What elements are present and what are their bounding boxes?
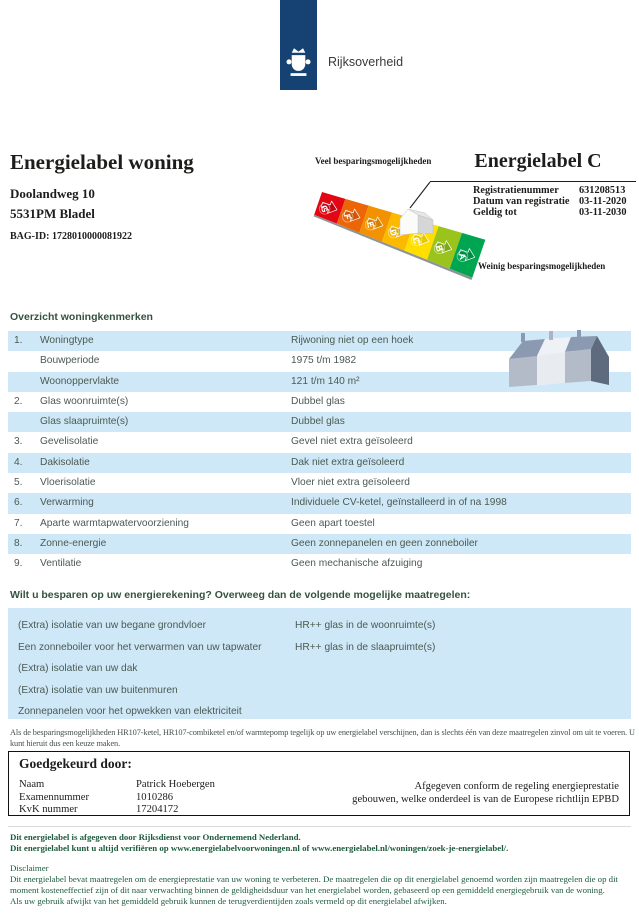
table-row <box>8 392 631 412</box>
scale-letter-g: G <box>318 204 331 214</box>
conform-statement <box>289 781 619 806</box>
row-label: Gevelisolatie <box>40 436 99 448</box>
table-row <box>8 453 631 473</box>
row-value: Dubbel glas <box>291 395 345 407</box>
measure-item: HR++ glas in de woonruimte(s) <box>295 620 436 631</box>
page-title: Energielabel woning <box>10 150 194 174</box>
issued-line1: Dit energielabel is afgegeven door Rijksdienst voor Ondernemend Nederland. <box>10 832 301 842</box>
measure-item: (Extra) isolatie van uw buitenmuren <box>18 684 178 696</box>
registration-field-value: 631208513 <box>579 185 626 196</box>
row-label: Vloerisolatie <box>40 477 96 489</box>
approval-box <box>8 751 630 816</box>
row-number: 5. <box>14 477 23 489</box>
row-number: 7. <box>14 517 23 529</box>
disclaimer-paragraph2: Als uw gebruik afwijkt van het gemiddeld gebruik kunnen de terugverdientijden zoals vermeld op dit energielabel afwijken. <box>10 896 447 906</box>
measures-right-column <box>295 615 435 658</box>
row-value: Individuele CV-ketel, geïnstalleerd in of na 1998 <box>291 497 507 509</box>
rowhouses-illustration <box>505 329 617 393</box>
row-number <box>14 351 40 371</box>
row-number <box>14 412 40 432</box>
registration-field-label: Geldig tot <box>473 207 517 218</box>
table-row <box>8 534 631 554</box>
row-number: 9. <box>14 558 23 570</box>
row-value: Dubbel glas <box>291 416 345 428</box>
row-label: Aparte warmtapwatervoorziening <box>40 517 189 529</box>
scale-letter-c: C <box>410 236 422 245</box>
scale-letter-d: D <box>387 228 400 237</box>
table-row <box>8 493 631 513</box>
footer-separator <box>8 826 631 827</box>
row-label: Dakisolatie <box>40 456 90 468</box>
row-number: 8. <box>14 537 23 549</box>
approval-fields <box>19 779 215 817</box>
rijksoverheid-ribbon <box>280 0 317 90</box>
row-label: Woningtype <box>40 335 94 346</box>
table-row <box>8 554 631 574</box>
measures-panel <box>8 608 631 719</box>
row-value: Geen zonnepanelen en geen zonneboiler <box>291 537 478 549</box>
row-label: Bouwperiode <box>40 355 100 367</box>
row-number: 4. <box>14 456 23 468</box>
table-row <box>8 412 631 432</box>
approval-field-label: Naam <box>19 779 45 790</box>
registration-field-label: Registratienummer <box>473 185 559 196</box>
row-label: Glas slaapruimte(s) <box>40 416 129 428</box>
disclaimer-paragraph1: Dit energielabel bevat maatregelen om de energieprestatie van uw woning te verbeteren. De maatregelen die op dit energielabel genoemd worden zijn maatregelen die op dit moment kosteneffectief zijn of dit naar verwachting binnen de geldigheidsduur van het energielabel worden, gebaseerd op een gemiddeld energiegebruik van de woning. <box>10 874 618 895</box>
registration-details <box>473 185 626 218</box>
conform-line1: Afgegeven conform de regeling energieprestatie <box>414 781 619 792</box>
row-label: Verwarming <box>40 497 94 509</box>
row-number: 3. <box>14 436 23 448</box>
approval-field-value: Patrick Hoebergen <box>136 779 215 790</box>
brand-wordmark: Rijksoverheid <box>328 55 404 69</box>
approval-field-label: Examennummer <box>19 791 90 803</box>
approval-heading: Goedgekeurd door: <box>19 756 132 771</box>
approval-field-label: KvK nummer <box>19 804 78 816</box>
registration-field-value: 03-11-2030 <box>579 207 627 218</box>
row-value: 1975 t/m 1982 <box>291 355 357 367</box>
issued-line2: Dit energielabel kunt u altijd verifiëren op www.energielabelvoorwoningen.nl of www.energielabel.nl/woningen/zoek-je-energielabel/. <box>10 843 509 853</box>
row-value: Dak niet extra geïsoleerd <box>291 456 405 468</box>
bag-id: BAG-ID: 1728010000081922 <box>10 231 132 242</box>
scale-letter-b: B <box>433 244 445 253</box>
less-savings-label: Weinig besparingsmogelijkheden <box>478 261 606 271</box>
measure-item: (Extra) isolatie van uw begane grondvloer <box>18 620 207 631</box>
disclaimer-heading: Disclaimer <box>10 863 49 873</box>
measures-heading: Wilt u besparen op uw energierekening? Overweeg dan de volgende mogelijke maatregelen: <box>10 589 471 601</box>
scale-letter-a: A <box>456 251 468 261</box>
table-row <box>8 473 631 493</box>
registration-field-label: Datum van registratie <box>473 196 570 207</box>
row-number: 1. <box>14 335 23 346</box>
scale-letter-f: F <box>341 212 353 221</box>
row-value: Vloer niet extra geïsoleerd <box>291 477 410 489</box>
registration-field-value: 03-11-2020 <box>579 196 627 207</box>
house-marker-icon <box>400 209 433 235</box>
combination-note: Als de besparingsmogelijkheden HR107-ketel, HR107-combiketel en/of warmtepomp tegelijk op uw energielabel verschijnen, dan is slechts één van deze maatregelen zinvol om uit te voeren. U kunt hieruit dus een keuze maken. <box>10 728 635 748</box>
address-line1: Doolandweg 10 <box>10 186 95 201</box>
measures-left-column <box>18 615 262 723</box>
row-value: Geen mechanische afzuiging <box>291 558 423 570</box>
row-value: Gevel niet extra geïsoleerd <box>291 436 413 448</box>
more-savings-label: Veel besparingsmogelijkheden <box>315 156 432 166</box>
rijksoverheid-crest-icon <box>286 46 311 80</box>
measure-item: Een zonneboiler voor het verwarmen van uw tapwater <box>18 641 262 653</box>
address-line2: 5531PM Bladel <box>10 206 95 221</box>
measure-item: HR++ glas in de slaapruimte(s) <box>295 641 436 653</box>
row-label: Zonne-energie <box>40 537 107 549</box>
row-value: Geen apart toestel <box>291 517 375 529</box>
row-label: Woonoppervlakte <box>40 375 120 387</box>
approval-field-value: 1010286 <box>136 791 174 803</box>
features-heading: Overzicht woningkenmerken <box>10 311 153 323</box>
row-number: 2. <box>14 395 23 407</box>
row-number: 6. <box>14 497 23 509</box>
approval-field-value: 17204172 <box>136 804 179 816</box>
conform-line2: gebouwen, welke onderdeel is van de Europese richtlijn EPBD <box>352 793 619 805</box>
label-title-rule <box>430 181 636 182</box>
measure-item: Zonnepanelen voor het opwekken van elektriciteit <box>18 706 242 718</box>
row-label: Glas woonruimte(s) <box>40 395 129 407</box>
energy-label-class-title: Energielabel C <box>474 150 602 172</box>
table-row <box>8 432 631 452</box>
row-label: Ventilatie <box>40 558 82 570</box>
row-value: Rijwoning niet op een hoek <box>291 335 414 346</box>
measure-item: (Extra) isolatie van uw dak <box>18 663 138 675</box>
row-number <box>14 372 40 392</box>
table-row <box>8 514 631 534</box>
row-value: 121 t/m 140 m² <box>291 375 360 387</box>
callout-line <box>410 182 430 208</box>
footer-block <box>10 832 632 907</box>
scale-letter-e: E <box>364 220 376 229</box>
